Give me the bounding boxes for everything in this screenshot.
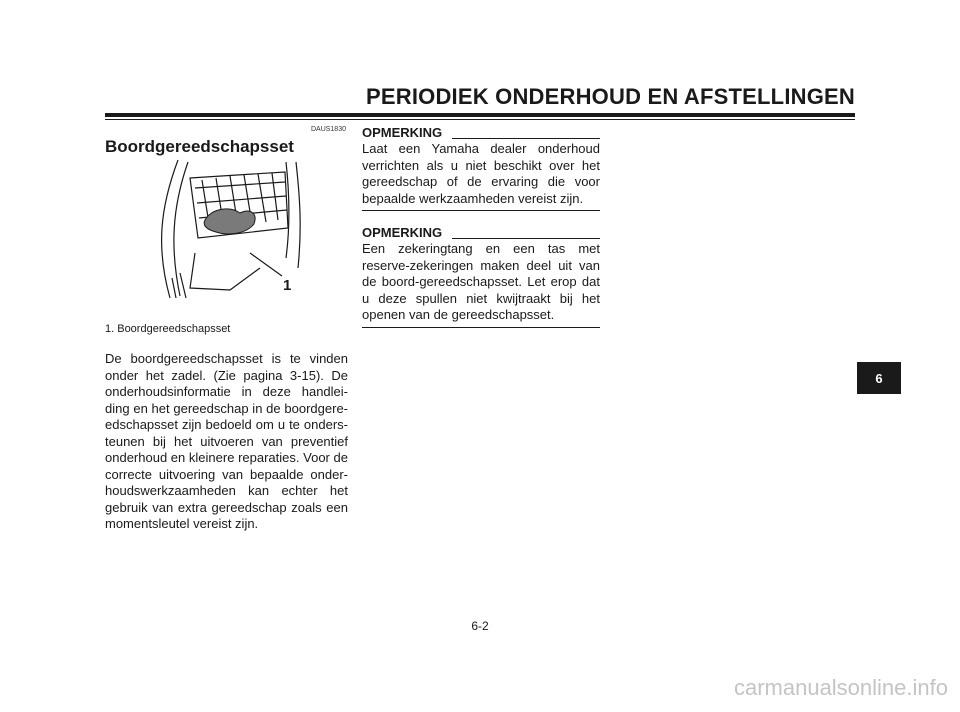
note-end-rule [362, 327, 600, 328]
figure-callout-number: 1 [283, 277, 292, 294]
note-label: OPMERKING [362, 225, 443, 240]
note-end-rule [362, 210, 600, 211]
section-title: Boordgereedschapsset [105, 137, 294, 156]
note-header-rule [452, 238, 600, 239]
section-body-text: De boordgereedschapsset is te vinden onder het zadel. (Zie pagina 3-15). De onderhoudsinformatie in deze handlei-ding en het gereedschap in de boordgere-edschapsset zijn bedoeld om u te onders-teunen bij het uitvoeren van preventief onderhoud en kleinere reparaties. Voor de correcte uitvoering van bepaalde onder-houdswerkzaamheden kan echter het gebruik van extra gereedschap zoals een momentsleutel vereist zijn. [105, 351, 348, 531]
note-label: OPMERKING [362, 125, 443, 140]
watermark-text: carmanualsonline.info [733, 675, 948, 700]
page-number: 6-2 [471, 619, 489, 633]
note-header-rule [452, 138, 600, 139]
toolkit-bag-shape [204, 209, 255, 234]
chapter-tab: 6 [857, 362, 901, 394]
seat-frame-right [296, 162, 300, 268]
reference-code: DAUS1830 [310, 126, 346, 133]
toolkit-figure-svg [150, 158, 310, 308]
frame-post [172, 273, 186, 298]
note-text: Laat een Yamaha dealer onderhoud verrichten als u niet beschikt over het gereedschap of de ervaring die voor bepaalde werkzaamheden vereist zijn. [362, 141, 600, 206]
toolkit-illustration [150, 158, 310, 308]
header-rule [105, 113, 855, 117]
note-header [362, 225, 600, 241]
note-header [362, 125, 600, 141]
page-header-title: PERIODIEK ONDERHOUD EN AFSTELLINGEN [366, 84, 855, 109]
toolkit-bag [204, 209, 255, 234]
seat-frame-left [162, 160, 178, 298]
figure-caption: 1. Boordgereedschapsset [105, 323, 231, 335]
header-rule-thin [105, 119, 855, 120]
note-box-2 [362, 225, 600, 328]
note-box-1 [362, 125, 600, 211]
tray-outline [190, 253, 260, 290]
note-text: Een zekeringtang en een tas met reserve-zekeringen maken deel uit van de boord-gereedschapsset. Let erop dat u deze spullen niet kwijtraakt bij het openen van de gereedschapsset. [362, 241, 600, 322]
